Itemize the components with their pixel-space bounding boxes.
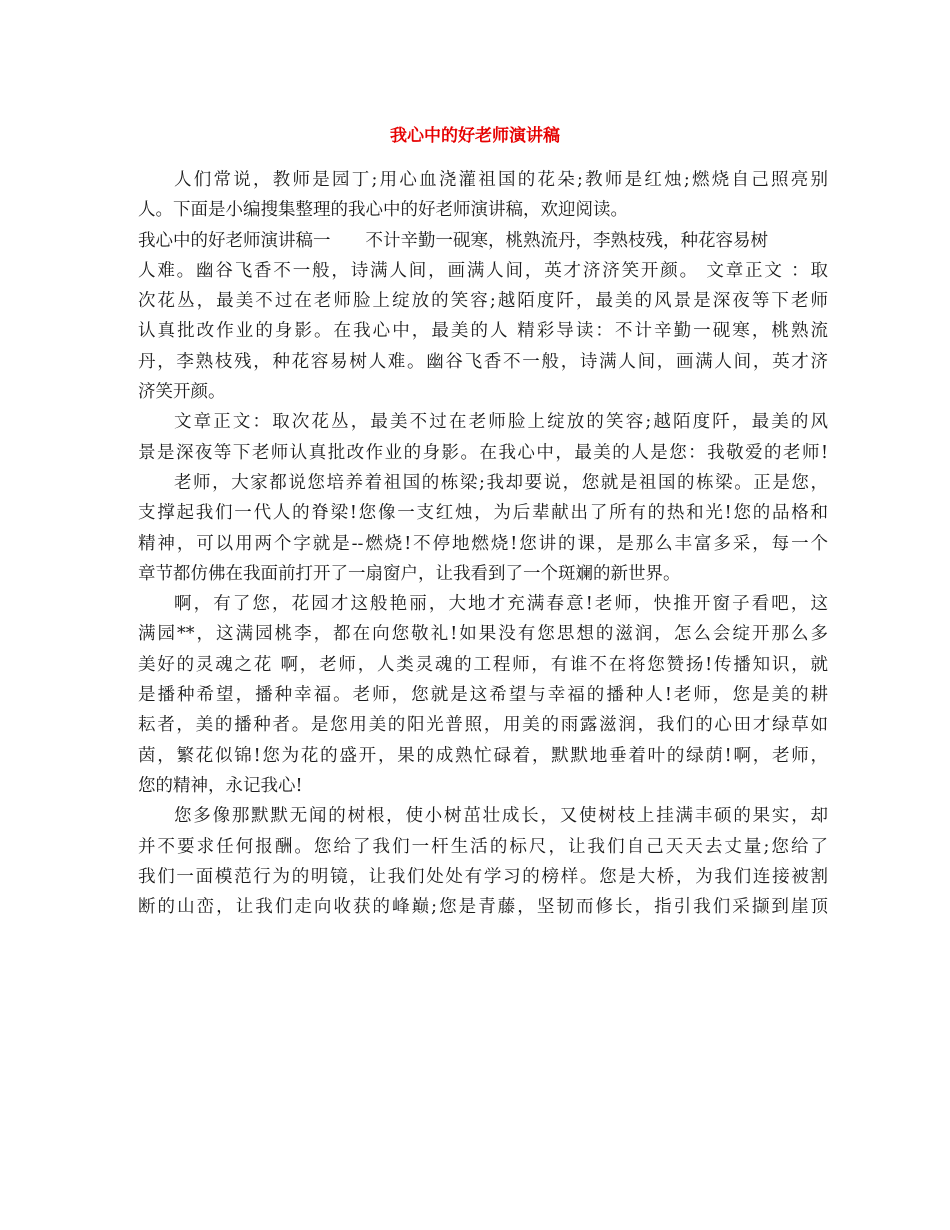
text-line: 济笑开颜。 [138,382,226,403]
text-line: 我心中的好老师演讲稿一 不计辛勤一砚寒，桃熟流丹，李熟枝残，种花容易树 [138,230,768,251]
text-line: 啊，有了您，花园才这般艳丽，大地才充满春意!老师，快推开窗子看吧，这 [174,594,828,615]
text-line: 精神，可以用两个字就是--燃烧!不停地燃烧!您讲的课，是那么丰富多采，每一个 [138,533,828,554]
text-line: 认真批改作业的身影。在我心中，最美的人 精彩导读：不计辛勤一砚寒，桃熟流 [138,321,828,342]
text-line: 人。下面是小编搜集整理的我心中的好老师演讲稿，欢迎阅读。 [138,200,628,221]
text-line: 是播种希望，播种幸福。老师，您就是这希望与幸福的播种人!老师，您是美的耕 [138,685,828,706]
text-line: 支撑起我们一代人的脊梁!您像一支红烛，为后辈献出了所有的热和光!您的品格和 [138,503,828,524]
text-line: 章节都仿佛在我面前打开了一扇窗户，让我看到了一个斑斓的新世界。 [138,563,681,584]
text-line: 断的山峦，让我们走向收获的峰巅;您是青藤，坚韧而修长，指引我们采撷到崖顶 [138,897,828,918]
document-body [138,160,828,922]
text-line: 人们常说，教师是园丁;用心血浇灌祖国的花朵;教师是红烛;燃烧自己照亮别 [174,170,828,190]
text-line: 茵，繁花似锦!您为花的盛开，果的成熟忙碌着，默默地垂着叶的绿荫!啊，老师， [138,745,828,766]
text-line: 您多像那默默无闻的树根，使小树茁壮成长，又使树枝上挂满丰硕的果实，却 [174,806,828,827]
text-line: 满园**，这满园桃李，都在向您敬礼!如果没有您思想的滋润，怎么会绽开那么多 [138,624,828,645]
text-line: 并不要求任何报酬。您给了我们一杆生活的标尺，让我们自己天天去丈量;您给了 [138,836,828,857]
text-line: 景是深夜等下老师认真批改作业的身影。在我心中，最美的人是您：我敬爱的老师! [138,442,828,463]
text-line: 我们一面模范行为的明镜，让我们处处有学习的榜样。您是大桥，为我们连接被割 [138,866,828,887]
text-line: 人难。幽谷飞香不一般，诗满人间，画满人间，英才济济笑开颜。 文章正文 ：取 [138,260,828,281]
text-line: 丹，李熟枝残，种花容易树人难。幽谷飞香不一般，诗满人间，画满人间，英才济 [138,351,828,372]
text-line: 您的精神，永记我心! [138,775,303,796]
document-title: 我心中的好老师演讲稿 [390,126,560,146]
text-line: 次花丛，最美不过在老师脸上绽放的笑容;越陌度阡，最美的风景是深夜等下老师 [138,291,828,312]
text-line: 美好的灵魂之花 啊，老师，人类灵魂的工程师，有谁不在将您赞扬!传播知识，就 [138,654,828,675]
text-line: 老师，大家都说您培养着祖国的栋梁;我却要说，您就是祖国的栋梁。正是您， [174,472,828,493]
text-line: 耘者，美的播种者。是您用美的阳光普照，用美的雨露滋润，我们的心田才绿草如 [138,715,828,736]
text-line: 文章正文：取次花丛，最美不过在老师脸上绽放的笑容;越陌度阡，最美的风 [174,412,828,433]
